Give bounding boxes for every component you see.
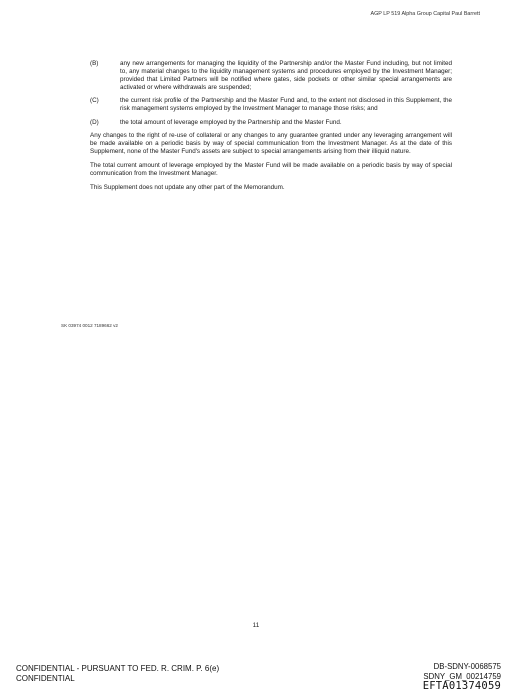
header-reference: AGP LP 519 Alpha Group Capital Paul Barrett xyxy=(370,11,480,17)
document-code: SK 03974 0012 7189662 v2 xyxy=(61,323,118,328)
list-item xyxy=(90,97,452,113)
bates-number: DB-SDNY-0068575 xyxy=(433,662,501,671)
document-body xyxy=(90,60,452,198)
page-number: 11 xyxy=(252,622,260,629)
list-item-text: any new arrangements for managing the liquidity of the Partnership and/or the Master Fund including, but not limited to, any material changes to the liquidity management systems and procedures employed by the Investment Manager; provided that Limited Partners will be notified where gates, side pockets or other similar special arrangements are activated or where withdrawals are suspended; xyxy=(120,60,452,92)
confidential-label: CONFIDENTIAL xyxy=(16,674,75,683)
list-item xyxy=(90,119,452,127)
body-paragraph: The total current amount of leverage employed by the Master Fund will be made available on a periodic basis by way of special communication from the Investment Manager. xyxy=(90,161,452,178)
body-paragraph: This Supplement does not update any other part of the Memorandum. xyxy=(90,184,285,192)
confidential-notice: CONFIDENTIAL - PURSUANT TO FED. R. CRIM. P. 6(e) xyxy=(16,664,220,673)
footer-left xyxy=(16,664,219,684)
list-item-label: (C) xyxy=(90,97,99,105)
list-item-label: (D) xyxy=(90,118,99,126)
body-paragraph: Any changes to the right of re-use of collateral or any changes to any guarantee granted under any leveraging arrangement will be made available on a periodic basis by way of special communication from the Investment Manager. As at the date of this Supplement, none of the Master Fund's assets are subject to special arrangements arising from their illiquid nature. xyxy=(90,131,452,155)
list-item xyxy=(90,60,452,92)
efta-id: EFTA01374059 xyxy=(422,680,501,692)
list-item-text: the total amount of leverage employed by the Partnership and the Master Fund. xyxy=(120,118,342,126)
list-item-label: (B) xyxy=(90,60,99,67)
footer-right xyxy=(423,662,501,692)
list-item-text: the current risk profile of the Partnership and the Master Fund and, to the extent not disclosed in this Supplement, the risk management systems employed by the Investment Manager to manage those risks; and xyxy=(120,97,452,113)
sdny-number: SDNY_GM_00214759 xyxy=(423,671,501,681)
